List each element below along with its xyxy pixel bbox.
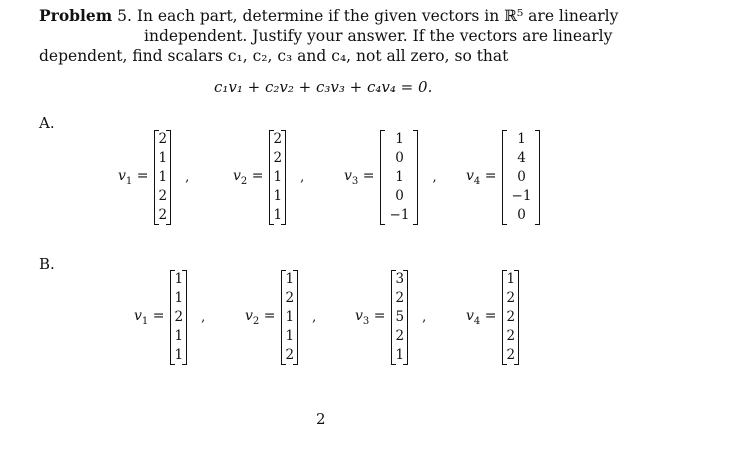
column-vector (269, 130, 286, 225)
vector-entry: 1 (395, 169, 404, 185)
column-vector (502, 130, 540, 225)
vector-entry: 2 (395, 290, 405, 306)
vector-name: $v_1$ = (118, 168, 149, 187)
linear-combination-equation: c₁v₁ + c₂v₂ + c₃v₃ + c₄v₄ = 0. (214, 78, 433, 96)
comma-separator: , (422, 310, 427, 325)
vector-entry: −1 (511, 188, 532, 204)
part-b-vector-2 (245, 270, 316, 365)
vector-entry: 2 (506, 347, 516, 363)
part-a-label: A. (39, 114, 55, 132)
vector-entry: 3 (395, 271, 405, 287)
vector-entry: 1 (506, 271, 516, 287)
vector-entry: 1 (285, 271, 295, 287)
vector-entry: 2 (158, 207, 168, 223)
vector-entry: 1 (517, 131, 526, 147)
vector-name: $v_4$ = (466, 308, 497, 327)
part-a-vector-4 (466, 130, 540, 225)
vector-entry: 1 (285, 328, 295, 344)
vector-entry: 2 (506, 309, 516, 325)
part-b-label: B. (39, 255, 55, 273)
column-vector (380, 130, 418, 225)
column-vector (154, 130, 171, 225)
part-b-vector-4 (466, 270, 519, 365)
comma-separator: , (185, 170, 190, 185)
vector-entry: 1 (174, 271, 184, 287)
vector-entry: 0 (395, 150, 404, 166)
vector-name: $v_2$ = (245, 308, 276, 327)
vector-entry: 2 (158, 188, 168, 204)
problem-text-line1: In each part, determine if the given vectors in ℝ⁵ are linearly (136, 7, 619, 25)
vector-entry: 2 (285, 290, 295, 306)
part-b-vector-1 (134, 270, 205, 365)
part-a-vector-3 (344, 130, 437, 225)
page-number: 2 (316, 410, 326, 428)
comma-separator: , (432, 170, 437, 185)
vector-entry: 1 (174, 347, 184, 363)
vector-entry: 1 (174, 290, 184, 306)
vector-entry: 1 (158, 169, 168, 185)
vector-entry: 0 (517, 207, 526, 223)
problem-statement (39, 6, 619, 66)
vector-entry: 2 (273, 150, 283, 166)
vector-entry: 0 (517, 169, 526, 185)
vector-entry: 2 (174, 309, 184, 325)
vector-entry: 2 (506, 328, 516, 344)
vector-name: $v_4$ = (466, 168, 497, 187)
vector-entry: 2 (285, 347, 295, 363)
column-vector (170, 270, 187, 365)
part-a-vector-1 (118, 130, 189, 225)
comma-separator: , (201, 310, 206, 325)
vector-entry: 2 (395, 328, 405, 344)
vector-name: $v_3$ = (355, 308, 386, 327)
vector-entry: 1 (285, 309, 295, 325)
column-vector (502, 270, 519, 365)
vector-entry: 5 (395, 309, 405, 325)
part-b-vector-3 (355, 270, 426, 365)
vector-entry: 1 (395, 347, 405, 363)
vector-entry: 1 (273, 188, 283, 204)
vector-entry: 1 (174, 328, 184, 344)
problem-label: Problem (39, 6, 113, 25)
vector-name: $v_3$ = (344, 168, 375, 187)
vector-entry: 0 (395, 188, 404, 204)
vector-entry: 1 (395, 131, 404, 147)
vector-entry: −1 (389, 207, 410, 223)
part-a-vector-2 (233, 130, 304, 225)
column-vector (391, 270, 408, 365)
vector-entry: 2 (158, 131, 168, 147)
vector-name: $v_1$ = (134, 308, 165, 327)
vector-entry: 2 (506, 290, 516, 306)
vector-entry: 1 (273, 169, 283, 185)
column-vector (281, 270, 298, 365)
vector-entry: 1 (158, 150, 168, 166)
vector-entry: 1 (273, 207, 283, 223)
vector-entry: 2 (273, 131, 283, 147)
comma-separator: , (300, 170, 305, 185)
vector-entry: 4 (517, 150, 526, 166)
problem-number: 5. (117, 7, 132, 25)
vector-name: $v_2$ = (233, 168, 264, 187)
problem-text-line3: dependent, find scalars c₁, c₂, c₃ and c₄, not all zero, so that (39, 47, 509, 65)
comma-separator: , (312, 310, 317, 325)
problem-text-line2: independent. Justify your answer. If the vectors are linearly (144, 27, 613, 45)
